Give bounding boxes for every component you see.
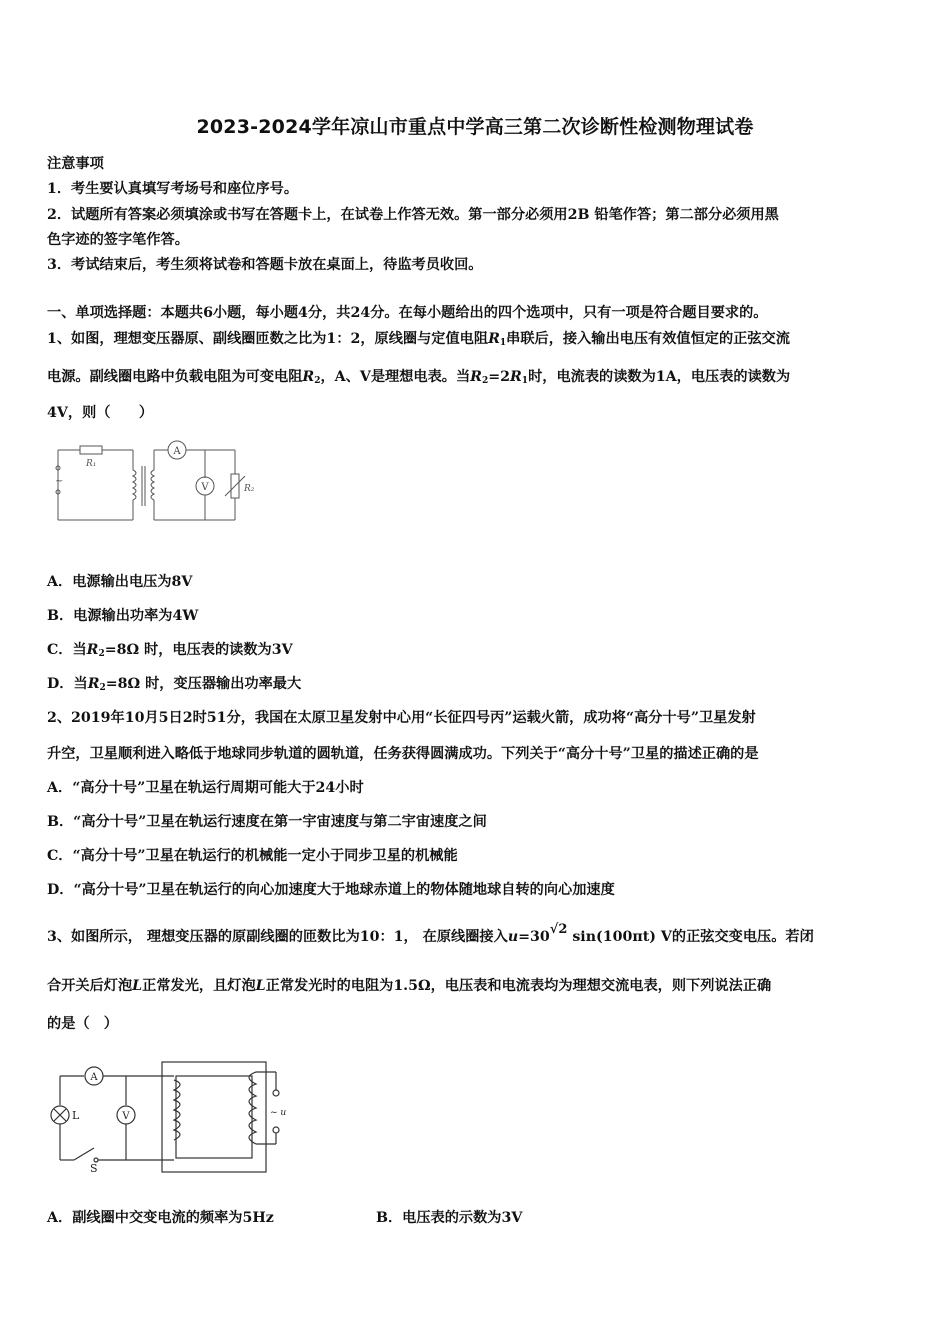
label-a: A	[90, 1072, 98, 1083]
secondary-coil-icon	[151, 470, 154, 500]
q2-option-d: D．“高分十号”卫星在轨运行的向心加速度大于地球赤道上的物体随地球自转的向心加速度	[47, 882, 615, 898]
label-u: ~ u	[270, 1108, 287, 1118]
notice-item-2-cont: 色字迹的签字笔作答。	[47, 232, 189, 248]
q2-option-c: C．“高分十号”卫星在轨运行的机械能一定小于同步卫星的机械能	[47, 848, 458, 864]
page-title: 2023-2024学年凉山市重点中学高三第二次诊断性检测物理试卷	[196, 116, 754, 138]
notice-item-3: 3．考试结束后，考生须将试卷和答题卡放在桌面上，待监考员收回。	[47, 257, 483, 273]
label-a: A	[173, 446, 181, 457]
label-r1: R₁	[86, 459, 97, 469]
q1-stem-line1: 1、如图，理想变压器原、副线圈匝数之比为1：2，原线圈与定值电阻$R_1$串联后，接入输出电压有效值恒定的正弦交流	[47, 331, 790, 348]
q1-option-b: B．电源输出功率为4W	[47, 608, 199, 624]
q1-stem-line3: 4V，则（ ）	[47, 405, 154, 421]
q3-stem-line1: 3、如图所示， 理想变压器的原副线圈的匝数比为10：1， 在原线圈接入u=30√2 sin(100πt) V的正弦交变电压。若闭	[47, 922, 814, 945]
secondary-coil-icon	[174, 1080, 180, 1140]
label-ac-source: ~	[55, 476, 64, 487]
label-s: S	[90, 1162, 98, 1175]
notice-item-1: 1．考生要认真填写考场号和座位序号。	[47, 181, 299, 197]
q1-option-a: A．电源输出电压为8V	[47, 574, 193, 590]
notice-heading: 注意事项	[47, 156, 104, 172]
q2-option-a: A．“高分十号”卫星在轨运行周期可能大于24小时	[47, 780, 364, 796]
q3-stem-line2: 合开关后灯泡L正常发光，且灯泡L正常发光时的电阻为1.5Ω，电压表和电流表均为理想交流电表，则下列说法正确	[47, 978, 772, 994]
q3-circuit-diagram	[44, 1050, 304, 1175]
label-r2: R₂	[244, 484, 255, 494]
q2-option-b: B．“高分十号”卫星在轨运行速度在第一宇宙速度与第二宇宙速度之间	[47, 814, 487, 830]
q3-option-a: A．副线圈中交变电流的频率为5Hz	[47, 1210, 274, 1226]
q1-circuit-diagram	[50, 438, 275, 523]
q1-option-c: C．当$R_2=8\Omega$ 时，电压表的读数为3V	[47, 642, 293, 659]
primary-coil-icon	[133, 470, 136, 500]
q3-option-b: B．电压表的示数为3V	[376, 1210, 523, 1226]
sqrt-two: √2	[549, 922, 568, 937]
resistor-r1-icon	[80, 446, 102, 454]
label-v: V	[201, 482, 209, 493]
q1-option-d: D．当$R_2=8\Omega$ 时，变压器输出功率最大	[47, 676, 302, 693]
q2-stem-line2: 升空，卫星顺利进入略低于地球同步轨道的圆轨道，任务获得圆满成功。下列关于“高分十号”卫星的描述正确的是	[47, 746, 759, 762]
label-l: L	[72, 1109, 80, 1122]
section-heading: 一、单项选择题：本题共6小题，每小题4分，共24分。在每小题给出的四个选项中，只有一项是符合题目要求的。	[47, 305, 768, 321]
q1-stem-line2: 电源。副线圈电路中负载电阻为可变电阻$R_2$，A、V是理想电表。当$R_2=2R_1$时，电流表的读数为1A，电压表的读数为	[47, 369, 791, 386]
notice-item-2: 2．试题所有答案必须填涂或书写在答题卡上，在试卷上作答无效。第一部分必须用2B 铅笔作答；第二部分必须用黑	[47, 207, 779, 223]
label-v: V	[122, 1111, 130, 1122]
q2-stem-line1: 2、2019年10月5日2时51分，我国在太原卫星发射中心用“长征四号丙”运载火箭，成功将“高分十号”卫星发射	[47, 710, 756, 726]
q3-stem-line3: 的是（ ）	[47, 1016, 118, 1032]
switch-icon	[74, 1148, 94, 1160]
